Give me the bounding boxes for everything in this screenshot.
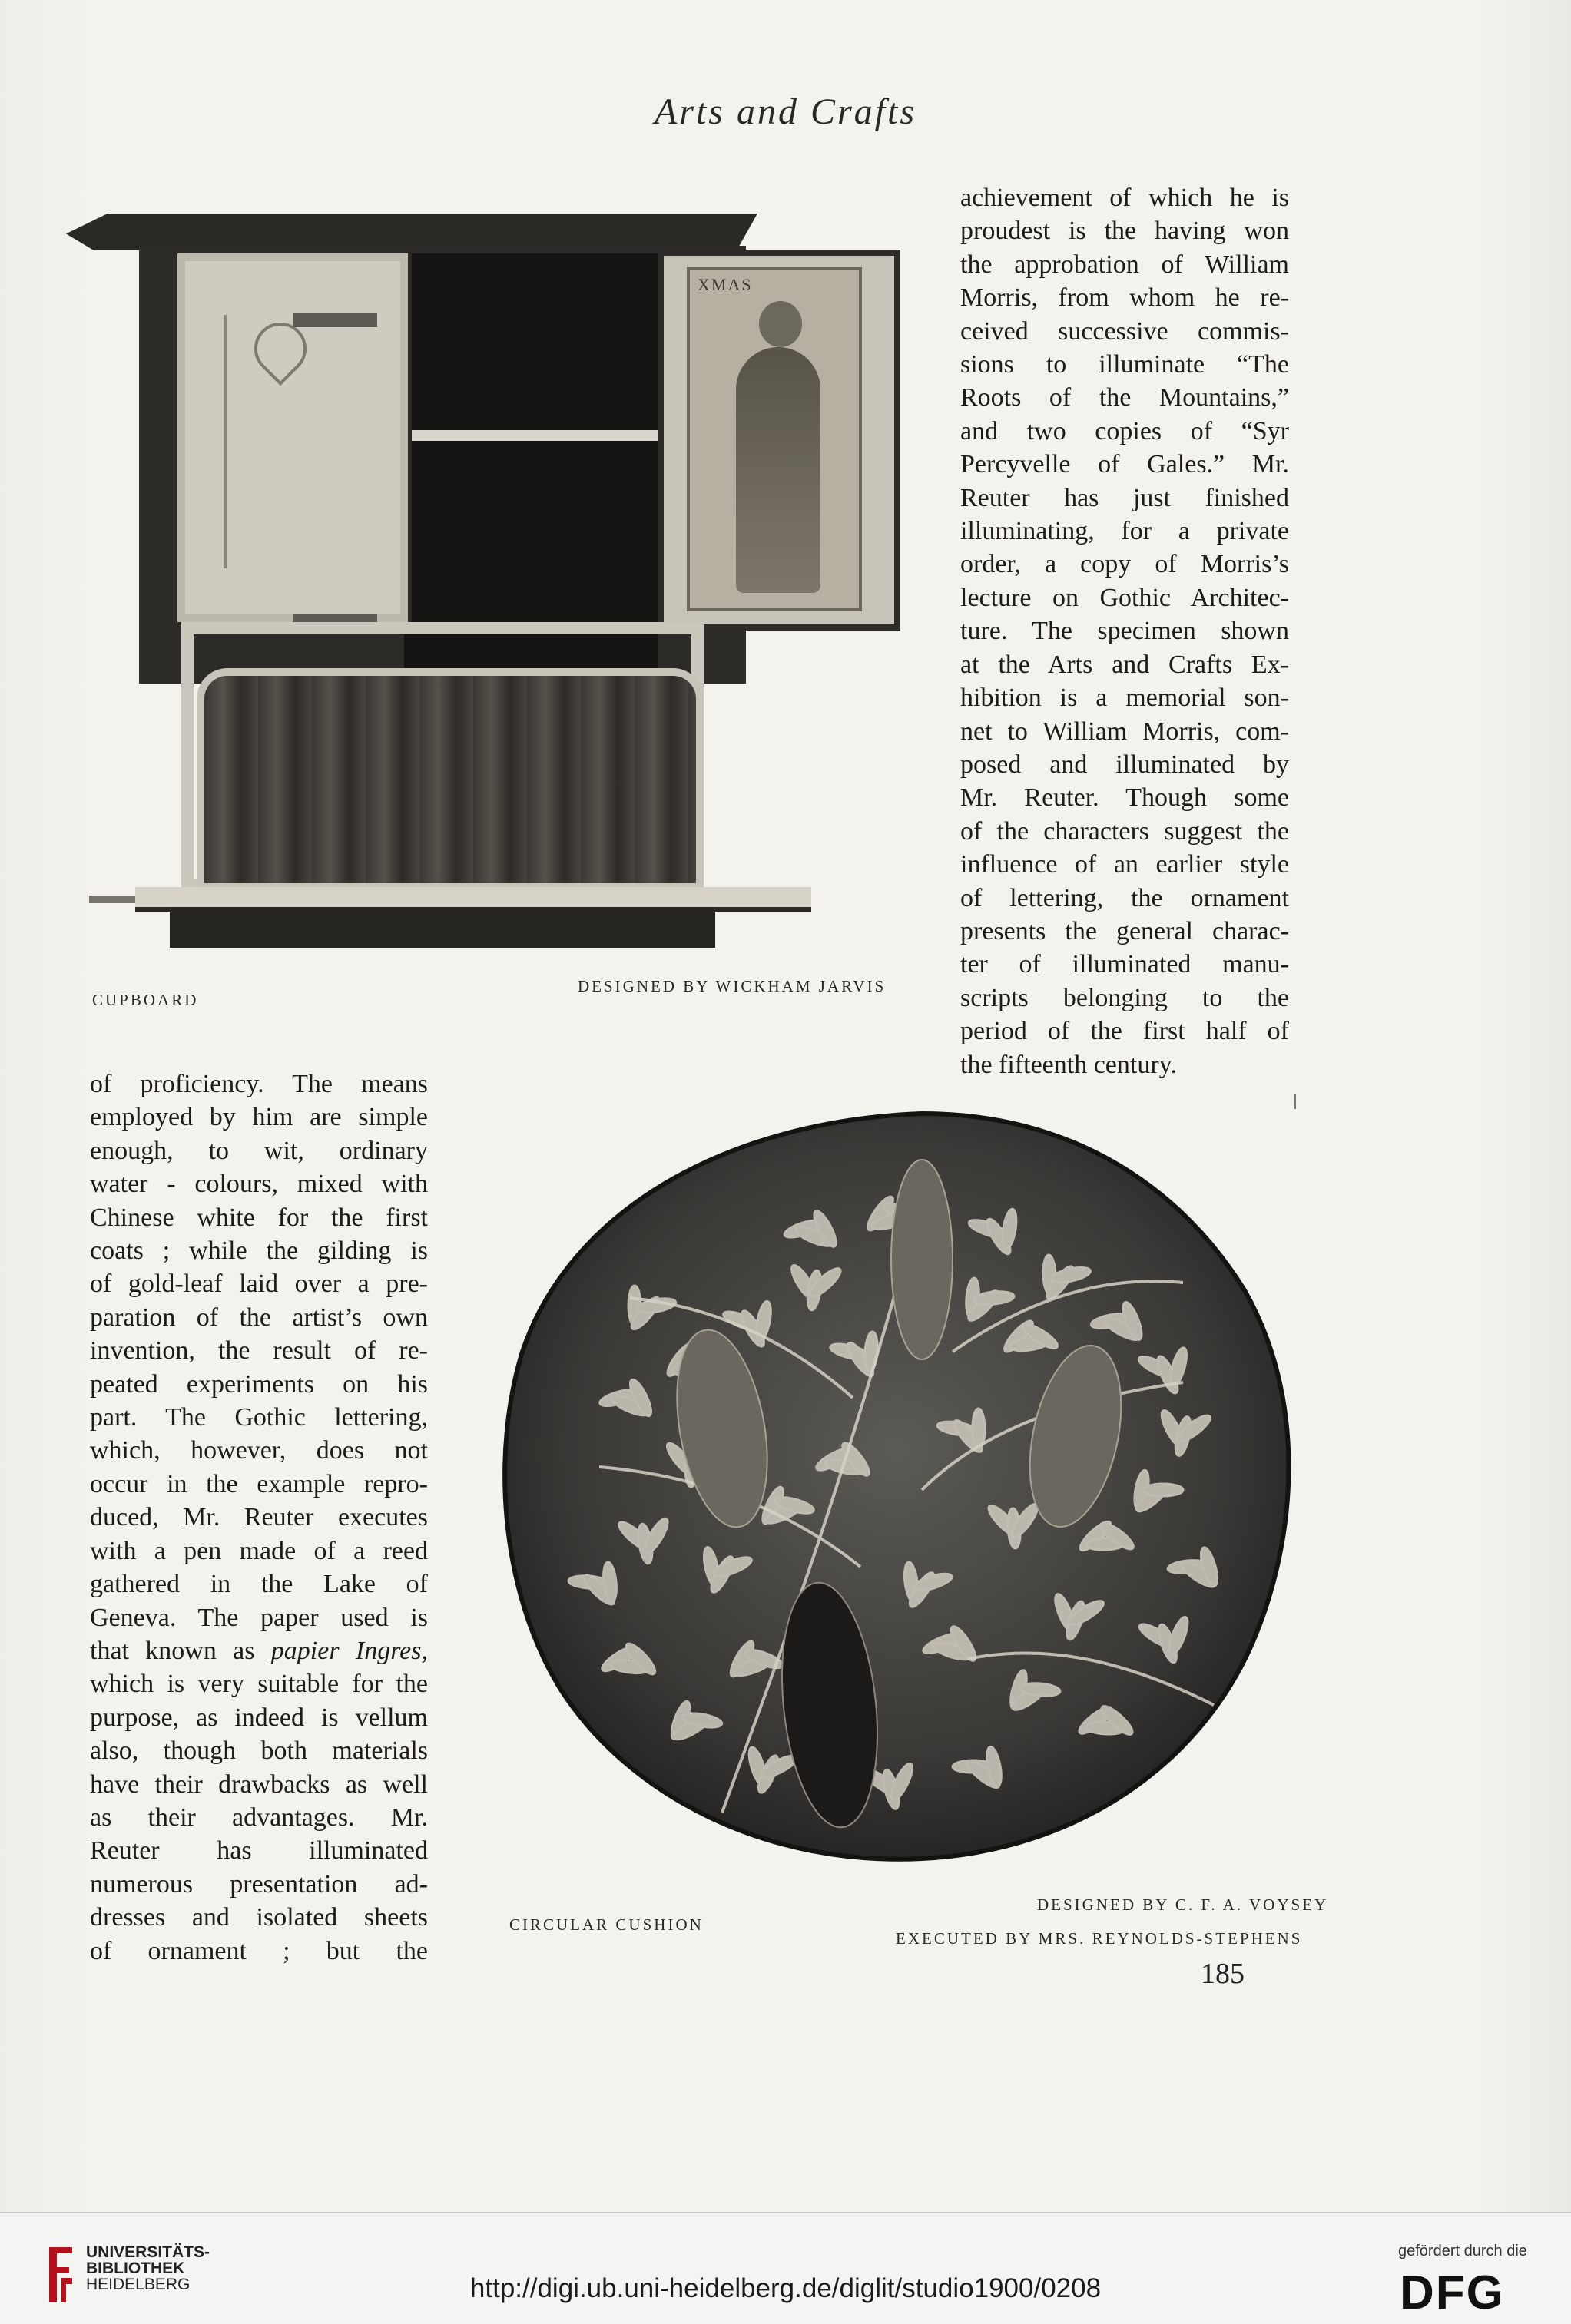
text-line: invention, the result of re-: [90, 1336, 428, 1366]
figure1-caption-left: CUPBOARD: [92, 991, 199, 1009]
italic-term: papier Ingres,: [270, 1636, 428, 1665]
text-line: of lettering, the ornament: [960, 883, 1289, 912]
text-line: have their drawbacks as well: [90, 1769, 428, 1799]
text-line: net to William Morris, com-: [960, 717, 1289, 746]
text-line: coats ; while the gilding is: [90, 1236, 428, 1266]
painted-door-panel: [687, 267, 862, 611]
figure2-caption-left: CIRCULAR CUSHION: [509, 1915, 704, 1934]
cupboard-top-board: [66, 214, 757, 250]
text-line: lecture on Gothic Architec-: [960, 583, 1289, 612]
cupboard-shelf: [404, 430, 658, 441]
cupboard-interior: [404, 253, 658, 668]
text-line: period of the first half of: [960, 1017, 1289, 1046]
text-line: which, however, does not: [90, 1436, 428, 1465]
text-line: enough, to wit, ordinary: [90, 1136, 428, 1165]
text-line: Roots of the Mountains,”: [960, 383, 1289, 412]
text-line: [90, 1634, 428, 1667]
embroidered-leaf: [1143, 1484, 1183, 1496]
text-line: influence of an earlier style: [960, 850, 1289, 879]
text-line: duced, Mr. Reuter executes: [90, 1503, 428, 1532]
text-fragment: that known as: [90, 1636, 271, 1665]
funded-by-label: gefördert durch die: [1398, 2243, 1527, 2259]
text-line: of gold-leaf laid over a pre-: [90, 1270, 428, 1299]
text-line: ture. The specimen shown: [960, 617, 1289, 646]
text-line: Geneva. The paper used is: [90, 1603, 428, 1632]
figure2-caption-right-1: DESIGNED BY C. F. A. VOYSEY: [1037, 1895, 1329, 1914]
cupboard-base: [170, 908, 715, 948]
text-line: as their advantages. Mr.: [90, 1803, 428, 1832]
text-line: order, a copy of Morris’s: [960, 550, 1289, 579]
text-line: hibition is a memorial son-: [960, 684, 1289, 713]
text-line: Reuter has illuminated: [90, 1836, 428, 1865]
text-line: Reuter has just finished: [960, 483, 1289, 512]
cupboard-illustration: [66, 207, 911, 960]
figure-head: [759, 301, 802, 347]
text-line: with a pen made of a reed: [90, 1536, 428, 1565]
text-line: Mr. Reuter. Though some: [960, 783, 1289, 813]
text-line: dresses and isolated sheets: [90, 1903, 428, 1932]
library-name-line2: BIBLIOTHEK: [86, 2259, 185, 2277]
margin-mark: [1294, 1094, 1296, 1109]
text-line: of the characters suggest the: [960, 816, 1289, 846]
permalink-url[interactable]: http://digi.ub.uni-heidelberg.de/diglit/studio1900/0208: [469, 2273, 1102, 2303]
text-line: at the Arts and Crafts Ex-: [960, 650, 1289, 679]
text-line: sions to illuminate “The: [960, 350, 1289, 379]
text-line: proudest is the having won: [960, 217, 1289, 246]
door-inscription: XMAS: [698, 275, 753, 294]
text-line: of ornament ; but the: [90, 1936, 428, 1965]
page-number: 185: [1201, 1958, 1245, 1990]
text-line: achievement of which he is: [960, 184, 1289, 212]
text-line: numerous presentation ad-: [90, 1869, 428, 1899]
text-line: the approbation of William: [960, 250, 1289, 279]
hinge-strap: [293, 313, 377, 327]
text-line: gathered in the Lake of: [90, 1570, 428, 1599]
running-head: Arts and Crafts: [654, 91, 917, 132]
cupboard-right-door: [658, 250, 900, 631]
text-line: ceived successive commis-: [960, 316, 1289, 346]
text-line: employed by him are simple: [90, 1103, 428, 1132]
text-line: part. The Gothic lettering,: [90, 1403, 428, 1432]
text-line: water - colours, mixed with: [90, 1170, 428, 1199]
text-line: paration of the artist’s own: [90, 1303, 428, 1332]
text-line: scripts belonging to the: [960, 983, 1289, 1012]
digitization-footer: [0, 2212, 1571, 2324]
text-line: posed and illuminated by: [960, 750, 1289, 779]
text-line: Percyvelle of Gales.” Mr.: [960, 450, 1289, 479]
right-text-column: [960, 181, 1289, 1081]
text-line: Chinese white for the first: [90, 1203, 428, 1232]
text-line: of proficiency. The means: [90, 1070, 428, 1098]
text-line: ter of illuminated manu-: [960, 950, 1289, 979]
dfg-logo: DFG: [1400, 2266, 1505, 2319]
cushion-image: [492, 1106, 1321, 1874]
robed-figure: [736, 347, 820, 593]
text-line: peated experiments on his: [90, 1369, 428, 1399]
cupboard-left-door: [174, 250, 412, 626]
cupboard-curtain: [197, 668, 704, 891]
text-line: also, though both materials: [90, 1736, 428, 1766]
text-line: illuminating, for a private: [960, 517, 1289, 546]
text-line: presents the general charac-: [960, 916, 1289, 945]
library-name-line3: HEIDELBERG: [86, 2276, 191, 2293]
figure2-caption-right-2: EXECUTED BY MRS. REYNOLDS-STEPHENS: [896, 1929, 1303, 1948]
text-line: purpose, as indeed is vellum: [90, 1703, 428, 1732]
text-line: the fifteenth century.: [960, 1050, 1177, 1079]
text-line: and two copies of “Syr: [960, 416, 1289, 445]
text-line: occur in the example repro-: [90, 1469, 428, 1498]
circular-cushion-illustration: [492, 1106, 1321, 1874]
figure1-caption-right: DESIGNED BY WICKHAM JARVIS: [578, 977, 887, 995]
text-line: Morris, from whom he re-: [960, 283, 1289, 313]
left-text-column: [90, 1068, 428, 1968]
library-name-line1: UNIVERSITÄTS-: [86, 2243, 210, 2261]
scale-bar: [89, 896, 135, 903]
text-line: which is very suitable for the: [90, 1670, 428, 1699]
